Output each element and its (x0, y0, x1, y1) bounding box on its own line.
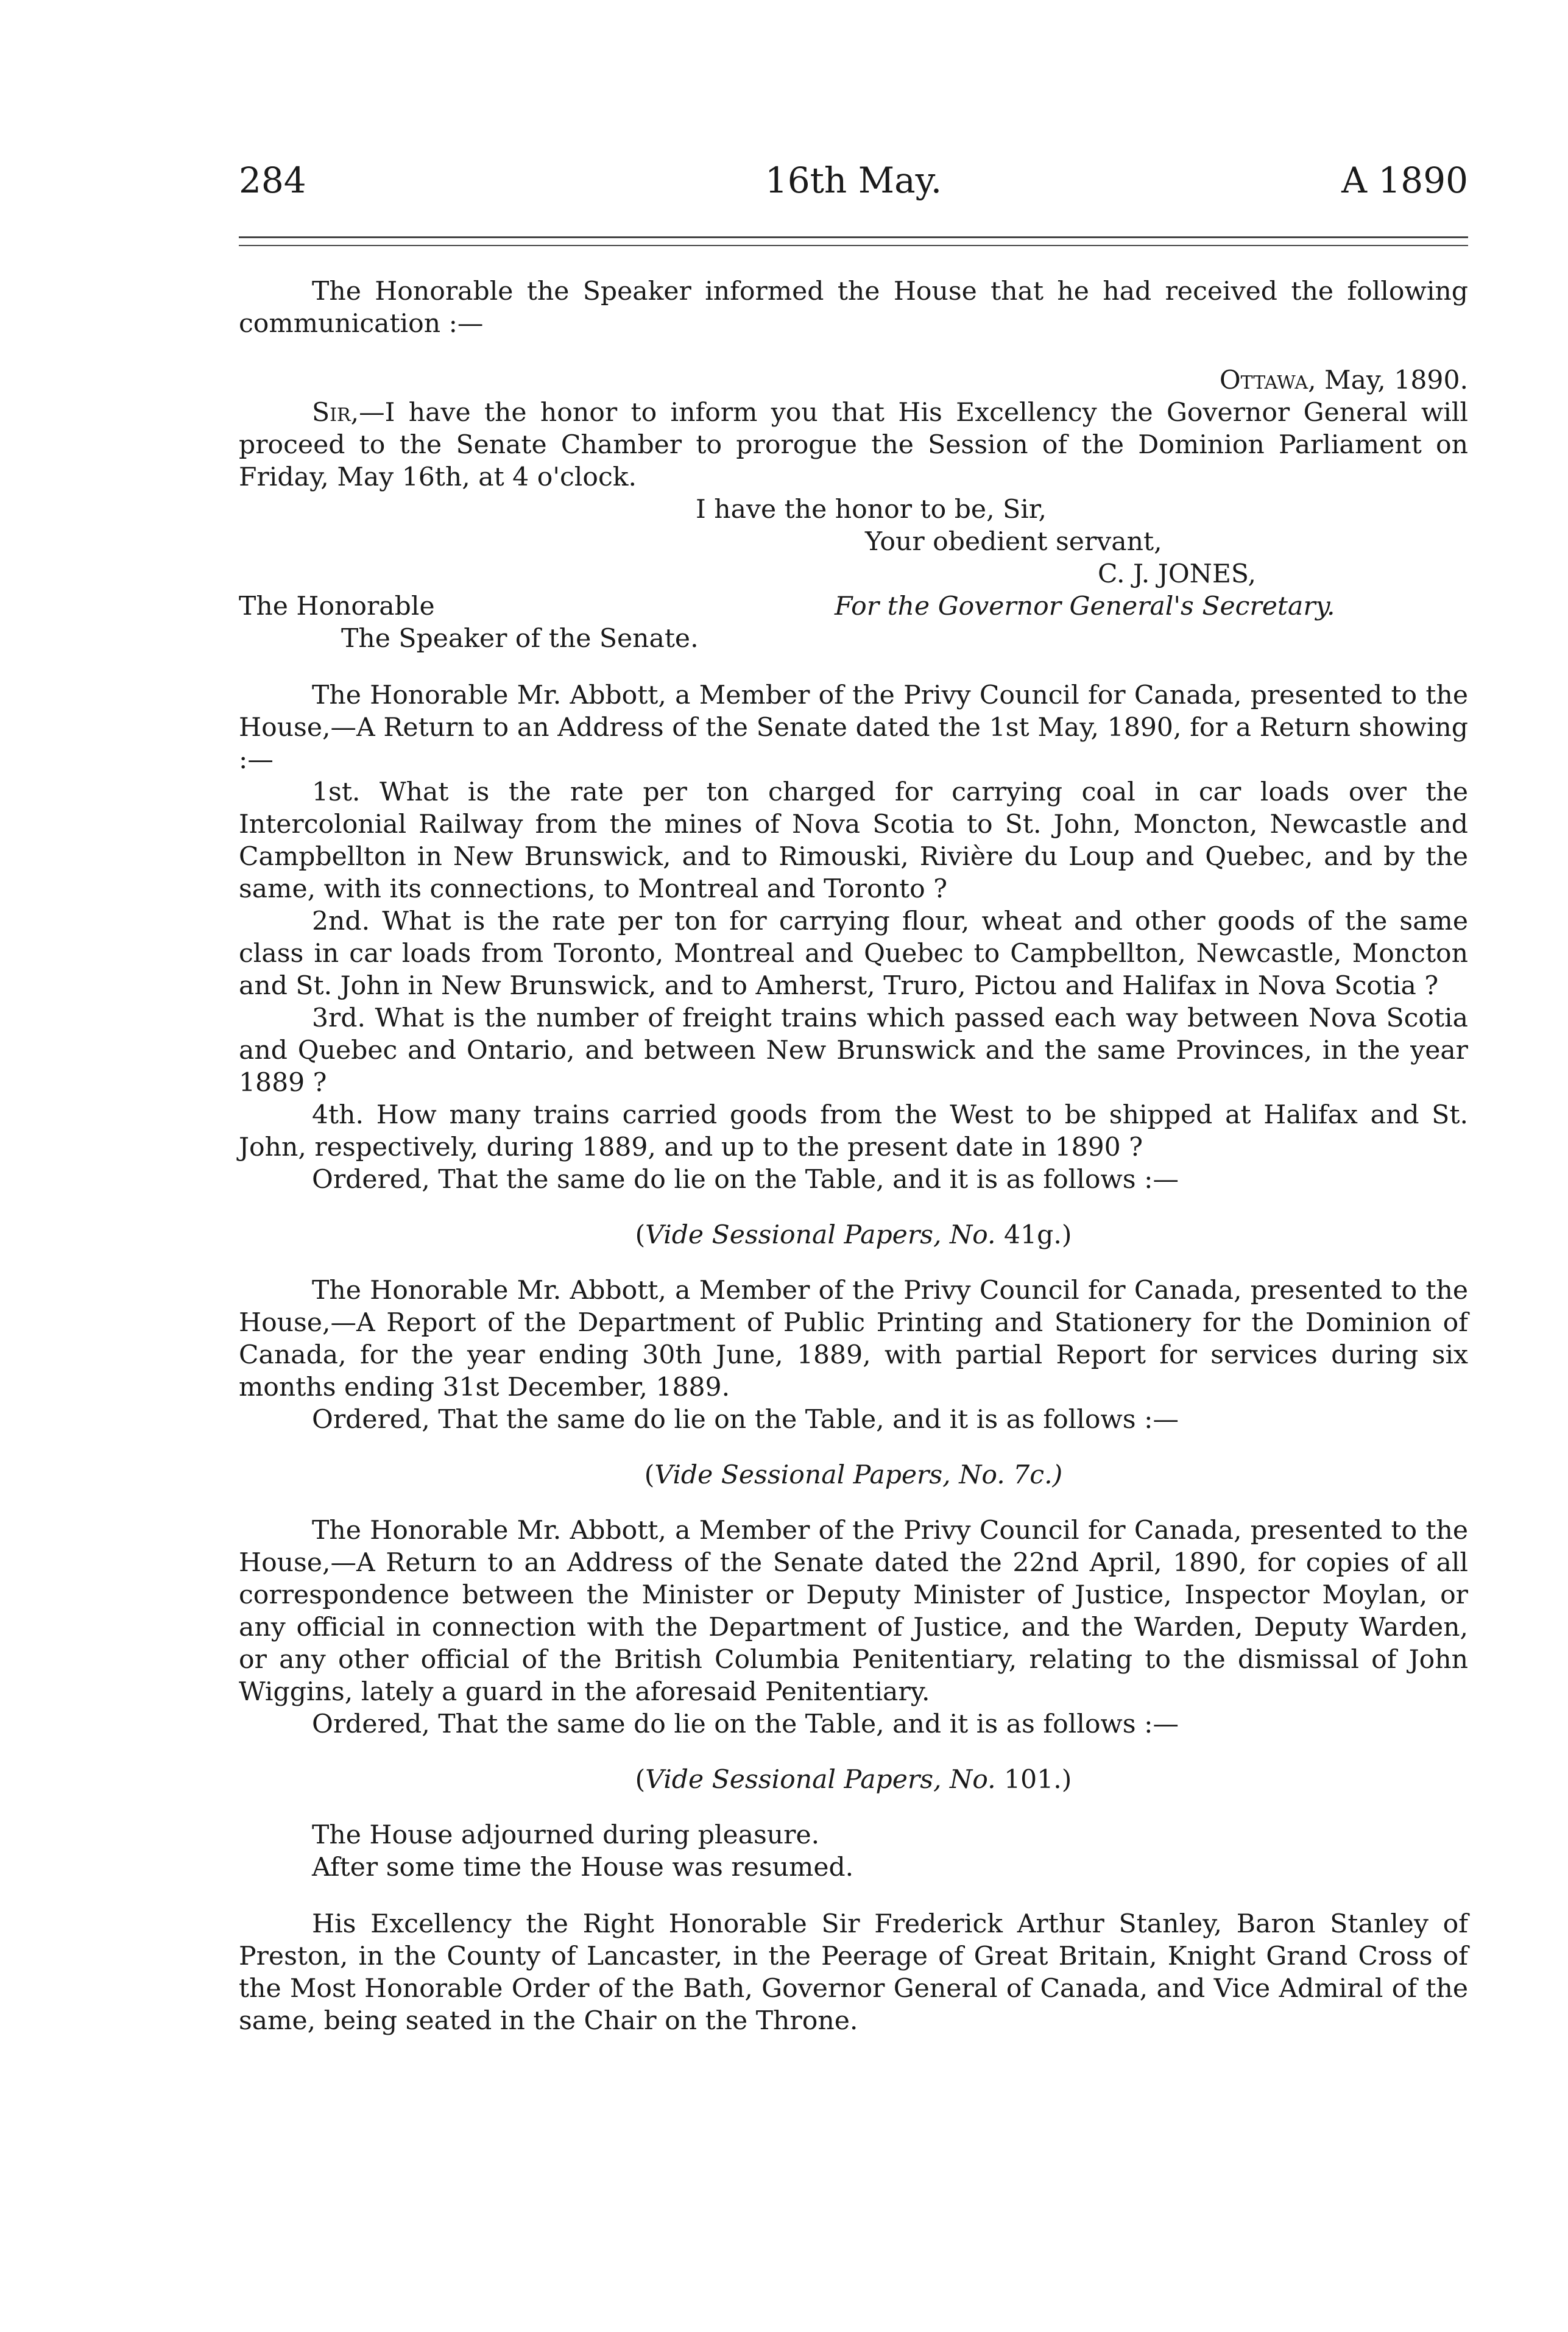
closing-line-2: Your obedient servant, (865, 527, 1162, 557)
page-header (239, 160, 1468, 208)
return-3-vide: (Vide Sessional Papers, No. 101.) (635, 1765, 1072, 1795)
vide-num-3: 101.) (995, 1765, 1072, 1795)
letter-addressee-row-2 (239, 623, 1468, 655)
letter-dateline (239, 364, 1468, 397)
letter-text: ,—I have the honor to inform you that His Excellency the Governor General will proceed to the Senate Chamber to prorogue the Session of the Dominion Parliament on Friday, May 16th, at 4 o'clock. (239, 398, 1468, 492)
house-resumed: After some time the House was resumed. (312, 1853, 854, 1882)
closing-line-1: I have the honor to be, Sir, (696, 495, 1047, 525)
letter-closing-1 (239, 493, 1468, 526)
addressee-line-2: The Speaker of the Senate. (341, 624, 699, 654)
return-1-question-3: 3rd. What is the number of freight trains which passed each way between Nova Scotia and Quebec and Ontario, and between New Brunswick and the same Provinces, in the year 1889 ? (239, 1003, 1468, 1098)
vide-ref-3: Vide Sessional Papers, No. (645, 1765, 996, 1795)
return-3-intro: The Honorable Mr. Abbott, a Member of the Privy Council for Canada, presented to the House,—A Return to an Address of the Senate dated the 22nd April, 1890, for copies of all correspondence between the Minister or Deputy Minister of Justice, Inspector Moylan, or any official in connection with the Department of Justice, and the Warden, Deputy Warden, or any other official of the British Columbia Penitentiary, relating to the dismissal of John Wiggins, lately a guard in the aforesaid Penitentiary. (239, 1516, 1468, 1707)
return-1-question-1: 1st. What is the rate per ton charged for carrying coal in car loads over the Intercolonial Railway from the mines of Nova Scotia to St. John, Moncton, Newcastle and Campbellton in New Brunswick, and to Rimouski, Rivière du Loup and Quebec, and by the same, with its connections, to Montreal and Toronto ? (239, 777, 1468, 904)
letter-salutation: Sir (312, 398, 351, 428)
governor-general-paragraph: His Excellency the Right Honorable Sir Frederick Arthur Stanley, Baron Stanley of Preston, in the County of Lancaster, in the Peerage of Great Britain, Knight Grand Cross of the Most Honorable Order of the Bath, Governor General of Canada, and Vice Admiral of the same, being seated in the Chair on the Throne. (239, 1909, 1468, 2036)
letter-place: Ottawa (1219, 366, 1308, 395)
speaker-intro: The Honorable the Speaker informed the House that he had received the following communication :— (239, 277, 1468, 339)
vide-ref-1: Vide Sessional Papers, No. (645, 1220, 996, 1250)
header-rule-thin (239, 245, 1468, 246)
letter-signer-row (239, 558, 1468, 590)
return-1-vide: (Vide Sessional Papers, No. 41g.) (635, 1220, 1072, 1250)
letter-body (239, 397, 1468, 493)
letter-addressee-row (239, 590, 1468, 623)
letter-closing-2 (239, 526, 1468, 558)
house-adjourned: The House adjourned during pleasure. (312, 1820, 820, 1850)
report-2-ordered: Ordered, That the same do lie on the Table, and it is as follows :— (312, 1405, 1179, 1435)
vide-num-1: 41g.) (995, 1220, 1072, 1250)
page-body (239, 275, 1468, 2037)
return-3-ordered: Ordered, That the same do lie on the Table, and it is as follows :— (312, 1709, 1179, 1739)
return-1-question-4: 4th. How many trains carried goods from the West to be shipped at Halifax and St. John, respectively, during 1889, and up to the present date in 1890 ? (239, 1100, 1468, 1162)
page-number: 284 (239, 160, 306, 201)
return-1-intro: The Honorable Mr. Abbott, a Member of the Privy Council for Canada, presented to the House,—A Return to an Address of the Senate dated the 1st May, 1890, for a Return showing :— (239, 680, 1468, 775)
letter-date: , May, 1890. (1308, 366, 1468, 395)
report-2-intro: The Honorable Mr. Abbott, a Member of the Privy Council for Canada, presented to the House,—A Report of the Department of Public Printing and Stationery for the Dominion of Canada, for the year ending 30th June, 1889, with partial Report for services during six months ending 31st December, 1889. (239, 1276, 1468, 1402)
header-rule (239, 236, 1468, 238)
return-1-ordered: Ordered, That the same do lie on the Table, and it is as follows :— (312, 1165, 1179, 1195)
signer-name: C. J. JONES, (1098, 559, 1256, 589)
signer-title: For the Governor General's Secretary. (835, 592, 1335, 621)
header-volume: A 1890 (1341, 160, 1468, 201)
addressee-line-1: The Honorable (239, 592, 435, 621)
vide-ref-2: Vide Sessional Papers, No. 7c.) (654, 1460, 1063, 1490)
return-1-question-2: 2nd. What is the rate per ton for carrying flour, wheat and other goods of the same class in car loads from Toronto, Montreal and Quebec to Campbellton, Newcastle, Moncton and St. John in New Brunswick, and to Amherst, Truro, Pictou and Halifax in Nova Scotia ? (239, 906, 1468, 1001)
report-2-vide: (Vide Sessional Papers, No. 7c.) (644, 1460, 1063, 1490)
header-date: 16th May. (765, 160, 942, 201)
